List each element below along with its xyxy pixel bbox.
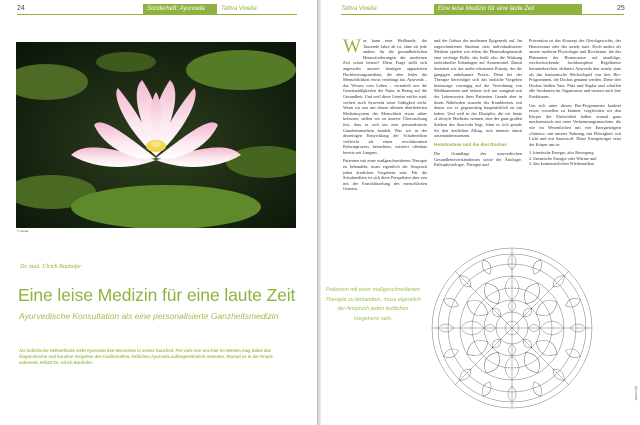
page-number-left: 24: [17, 5, 25, 12]
text-column-3: [529, 38, 621, 167]
list-item: 3. den kontinuierlichen Wiederaufbau: [529, 161, 594, 167]
drop-cap: W: [343, 36, 361, 57]
list-item: 1. kinetische Energie, also Bewegung: [529, 150, 594, 156]
column-2-paragraph-2: Die Grundlage des ayurvedischen Gesundheitsverständnisses sowie der Ätiologie, Pathophysiologie, Therapie und: [434, 151, 522, 168]
energy-list: [529, 150, 621, 167]
list-item: 2. thermische Energie oder Wärme und: [529, 155, 597, 161]
left-page: [0, 0, 317, 425]
article-title: Eine leise Medizin für eine laute Zeit: [18, 285, 296, 305]
text-column-2: [434, 38, 522, 171]
article-lead: Als holistische Heilmethode sieht Ayurveda den Menschen in seiner Ganzheit. Für viele von uns hier im Westen mag dabei das diagnostische und kurative Vorgehen des traditionellen, östlichen Ayurveda außergewöhnlich anmuten. Worauf es in der Praxis ankommt, erklärt Dr. Ulrich Bauhofer.: [19, 348, 273, 365]
column-1-paragraph-1: Was kann eine Heilkunde, die Tausende Jahre alt ist, ohne als jede andere, für die gesundheitlichen Herausforderungen der modernen Zeit schon leisten? Diese Frage stellt sich angesichts unserer heutigen apparativen Hochleistungsmedizin, die aber leider die Menschlichkeit etwas verdrängt hat. Ayurveda – das Wissen vom Leben – vermittelt uns die Gesetzmäßigkeiten der Natur in Bezug auf die Gesundheit. Und weil diese Gesetze zeitlos sind, verliert auch Ayurveda seine Gültigkeit nicht. Wenn wir uns mit diesen ältesten überlieferten Medizinsystem der Menschheit etwas näher befassen, stellen wir zu unserer Überraschung fest, dass es sich um eine personalisierte Ganzheitsmedizin handelt. Was wir in der derzeitigen Entwicklung der Schulmedizin vielleicht als einen revolutionären Reformprozess betrachten, existiert offenbar bereits seit Langem.: [343, 36, 427, 155]
header-rule-right: [341, 14, 624, 15]
side-tab-label: Ayurveda: [634, 386, 638, 401]
header-rule-left: [17, 14, 297, 15]
photo-credit: © fotolia: [17, 229, 29, 233]
section-subheading: Homöostase und die drei Doshas: [434, 141, 507, 147]
header-article-title: Eine leise Medizin für eine laute Zeit: [434, 4, 582, 14]
pull-quote: Patienten mit einer maßgeschneiderten Therapie zu behandeln, muss eigentlich der Anspruch jeden ärztlichen Vorgehens sein.: [325, 287, 421, 322]
right-page: [321, 0, 640, 425]
author-name: Dr. med. Ulrich Bauhofer: [20, 264, 82, 270]
page-number-right: 25: [617, 5, 625, 12]
column-1-paragraph-2: Patienten mit einer maßgeschneiderten Therapie zu behandeln, muss eigentlich der Anspruch jeden ärztlichen Vorgehens sein. Für die Schulmedizin ist sich diese Perspektive aber erst mit der Entschlüsselung des menschlichen Genoms: [343, 158, 427, 192]
lotus-flower-image: [16, 42, 296, 228]
column-3-paragraph-1: Prävention ist das Konzept des Gleichgewichts, der Homöostase oder des steady state. Doch anders als unsere moderne Physiologie und Biochemie, die das Phänomen der Homöostase auf unzählige, wechselwirkende, hochkomplexe Regelkreise herunterbrechen, definiert Ayurveda den steady state als das harmonische Wechselspiel von drei Bio-Programmen, die Doshas genannt werden. Diese drei Doshas heißen Vata, Pitta und Kapha und schaffen alle Strukturen im Organismus und steuern auch ihre Funktionen.: [529, 38, 621, 99]
column-3-paragraph-2: Um sich unter diesen Bio-Programmen konkret etwas vorstellen zu können, vergleichen wir den Körper der Einfachheit halber einmal ganz mechanistisch mit einer Verbrennungsmaschine, die wie im Wesentlichen mit vier Energieträgern »füttern«: mit unserer Nahrung, mit Flüssigkeit, mit Licht und mit Sauerstoff. Diese Energieträger setzt der Körper um in:: [529, 102, 621, 147]
text-column-1: [343, 38, 427, 195]
header-section-label: Sonderheft: Ayurveda: [143, 4, 217, 14]
mandala-illustration: [428, 244, 596, 412]
column-2-paragraph-1: und der Geburt der modernen Epigenetik auf. Im zugeschnittenen Studium stets individualisierter Medizin spielen wie allem die Pharmakogenomik eine wichtige Rolle, das heißt also die Wirkung individueller Erbanlagen auf Arzneimittel. Damit beziehen wir das uralte rekurrente Prinzip, der die gängigen anbekannte Praxis. Denn bei der Therapie berechtigte sich das ärztliche Vorgehen heutzutage vorrangig auf die Verordnung von Medikamenten und befasst sich nur marginal mit der Lebensweise ihres Patienten. Gerade aber in ihnen Nährboden wurzeln der Krankheiten, mit denen wir es gegenwärtig hauptsächlich zu tun haben. Und weil in der Disziplin, die wir heute »Lifestyle Medizin« nennen, eine der ganz großen Stärken des Ayurveda liegt, lohnt es sich gerade für den ärztlichen Alltag, sich intensiv damit auseinanderzusetzen.: [434, 38, 522, 139]
lotus-photo: [16, 42, 296, 228]
article-subtitle: Ayurvedische Konsultation als eine personalisierte Ganzheitsmedizin: [19, 311, 279, 321]
header-magazine-right: Tattva Viveka: [341, 6, 377, 12]
header-magazine-left: Tattva Viveka: [221, 6, 257, 12]
